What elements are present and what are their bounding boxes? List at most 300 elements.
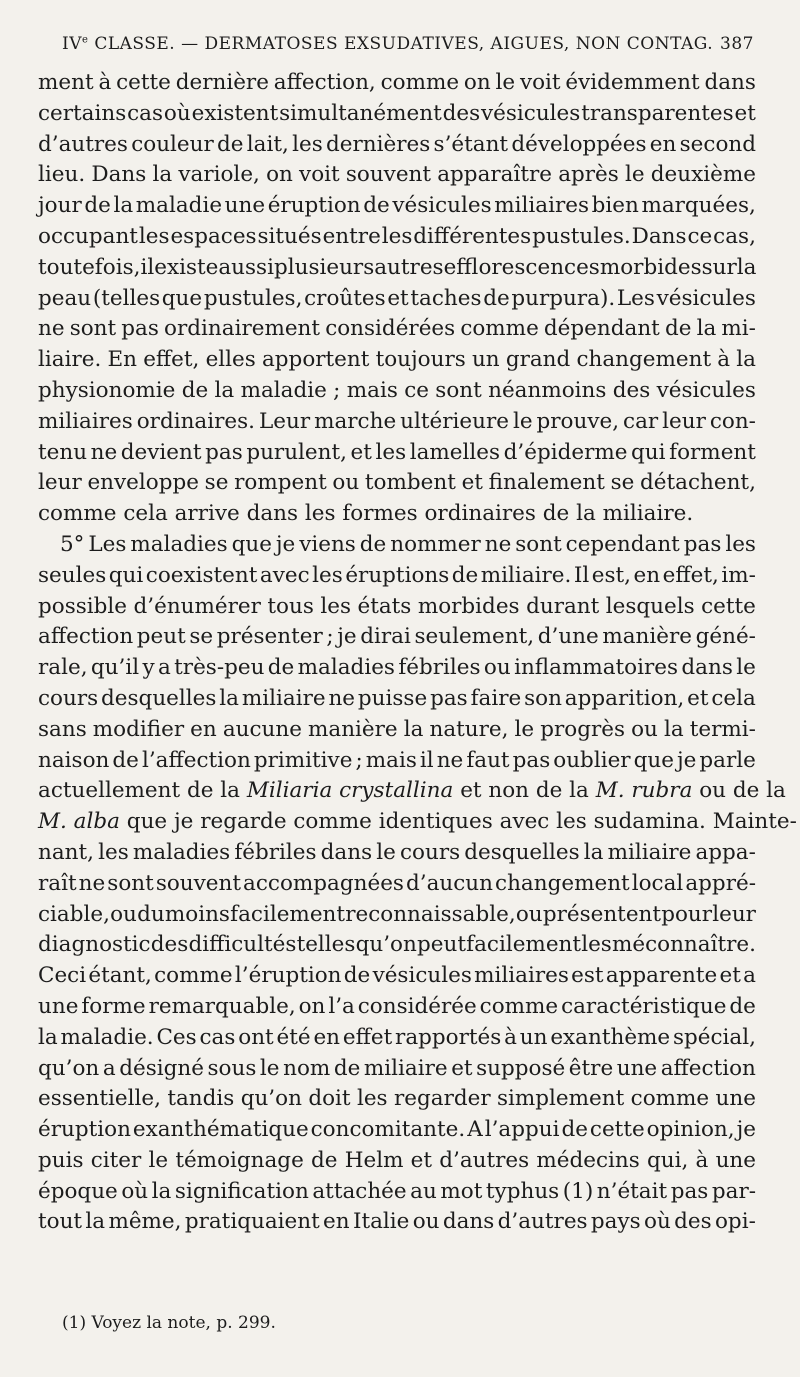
word: apportent [261,347,370,373]
word: dépendant [543,316,660,342]
word: le [148,1147,169,1173]
word: des [674,1209,712,1235]
word: en [313,1024,341,1050]
text-run: actuellement de la [38,778,247,804]
word: ou [412,1209,440,1235]
word: toutefois, [38,254,141,280]
word: manière [602,624,692,650]
word: de [267,655,295,681]
word: l’a [328,993,355,1019]
word: local [631,870,684,896]
word: variole, [178,162,260,188]
word: et [461,470,483,496]
word: mot [440,1178,483,1204]
word: a [743,963,756,989]
word: grand [505,347,571,373]
word: ou [483,655,511,681]
word: accompagnées [243,870,404,896]
word: les [381,223,413,249]
word: possible [38,593,128,619]
word: à [695,1147,709,1173]
running-header [62,34,754,54]
word: des [442,100,481,126]
word: je [736,1117,756,1143]
word: marche [314,408,397,434]
italic-term: Miliaria crystallina [246,778,454,804]
word: qu’on [240,1086,302,1112]
text-line [38,284,756,315]
word: par- [711,1178,756,1204]
word: le [259,1055,280,1081]
word: les [356,1086,388,1112]
word: présentent [542,901,662,927]
word: Dans [631,223,687,249]
word: pas [670,1178,709,1204]
word: oublier [553,747,631,773]
word: vésicules [392,193,492,219]
word: mais [346,377,398,403]
word: qui [631,439,666,465]
word: vésicules [481,100,581,126]
word: qui [108,562,144,588]
word: l’affection [141,747,251,773]
word: ce [404,377,429,403]
word: forment [669,439,756,465]
italic-term: M. rubra [595,778,693,804]
word: bien [591,193,639,219]
word: attachée [312,1178,407,1204]
word: manière [308,716,398,742]
word: telles [296,932,356,958]
word: (1) [562,1178,594,1204]
word: être [568,1055,614,1081]
word: effet, [662,562,719,588]
word: la [219,685,239,711]
word: cours [38,685,99,711]
word: d’aucun [406,870,493,896]
word: ne [38,316,65,342]
word: seules [38,562,107,588]
word: leur [662,408,706,434]
word: ou [631,716,658,742]
word: et [451,1055,473,1081]
word: liaire. [38,347,102,373]
text-line [38,653,756,684]
word: une [224,193,266,219]
word: toujours [375,347,466,373]
word: que [633,747,674,773]
text-line [38,992,756,1023]
word: pas [121,316,159,342]
word: progrès [540,716,626,742]
word: d’autres [439,1147,530,1173]
word: leur [38,470,82,496]
word: il [140,254,155,280]
text-line [38,1054,756,1085]
word: deuxième [650,162,756,188]
text-run: que je regarde comme identiques avec les sudamina. Mainte- [119,809,797,835]
text-line [38,961,756,992]
word: dernière [175,70,269,95]
text-line [38,222,756,253]
word: la [736,254,757,280]
word: supposé [476,1055,566,1081]
word: on [266,162,293,188]
word: ment [38,70,94,95]
word: mi- [721,316,756,342]
word: le [495,70,516,95]
word: tandis [167,1086,235,1112]
word: et [734,100,756,126]
word: peut [136,624,186,650]
word: une [715,1147,756,1173]
word: pratiquaient [184,1209,320,1235]
word: regarder [393,1086,491,1112]
word: néanmoins [488,377,607,403]
word: méconnaître. [611,932,756,958]
word: existent [191,100,279,126]
text-line [38,130,756,161]
word: pays [590,1209,641,1235]
word: du [137,901,165,927]
word: miliaire [241,685,326,711]
word: miliaire. [480,562,572,588]
word: spécial, [672,1024,756,1050]
text-line [38,900,756,931]
word: éruption [38,1117,131,1143]
word: pour [661,901,713,927]
word: en [323,1209,350,1235]
word: la [736,347,756,373]
word: nommer [390,531,481,557]
word: de [181,377,209,403]
header-class-sup: e [82,34,89,46]
word: tous [267,593,314,619]
text-line [38,253,756,284]
word: sans [38,716,87,742]
header-title [62,34,713,54]
text-line [38,592,756,623]
word: des [150,932,189,958]
word: situés [257,223,322,249]
word: 5° [60,531,85,557]
word: entre [322,223,381,249]
word: je [676,747,697,773]
word: Ceci [38,963,87,989]
text-line [38,1023,756,1054]
word: facilement [466,932,582,958]
word: miliaires [38,408,133,434]
word: souvent [155,870,241,896]
word: dans [681,655,733,681]
word: comme [479,993,559,1019]
word: se [189,624,214,650]
word: son [524,685,562,711]
word: qui, [647,1147,689,1173]
word: ne [484,531,512,557]
word: En [107,347,138,373]
word: nature, [429,716,509,742]
word: effet, [143,347,200,373]
word: de [311,1147,338,1173]
word: de [343,963,371,989]
word: exanthématique [132,1117,309,1143]
word: occupant [38,223,138,249]
word: voit [299,162,340,188]
word: cas, [713,223,756,249]
word: le [512,408,533,434]
word: maladie [240,377,327,403]
word: ne [90,439,118,465]
word: nom [283,1055,331,1081]
word: témoignage [175,1147,304,1173]
word: Leur [258,408,311,434]
word: existe [154,254,219,280]
word: développées [511,131,647,157]
word: parle [699,747,756,773]
word: maladies [132,839,231,865]
text-line [38,438,756,469]
word: typhus [485,1178,560,1204]
word: l’éruption [234,963,342,989]
word: considérées [325,316,456,342]
word: où [163,100,191,126]
word: rompent [234,470,327,496]
word: ou [332,470,360,496]
word: cas [127,100,164,126]
word: les [375,439,407,465]
word: la [214,377,235,403]
word: vésicules [656,377,756,403]
word: ou [515,901,543,927]
word: y [142,655,155,681]
word: dirai [360,624,411,650]
word: la [152,162,173,188]
text-line [38,715,756,746]
word: d’énumérer [133,593,261,619]
word: d’autres [497,1209,588,1235]
header-class-num: IV [62,34,82,54]
word: marquées, [641,193,756,219]
word: miliaires [494,193,589,219]
word: Dans [91,162,147,188]
word: qu’il [90,655,140,681]
word: lait, [246,131,289,157]
word: simplement [497,1086,625,1112]
word: ; [355,747,363,773]
word: dans [442,1209,495,1235]
word: remarquable, [148,993,296,1019]
word: devient [120,439,202,465]
word: une [38,993,79,1019]
word: en [649,131,677,157]
word: elles [205,347,256,373]
word: états [357,593,412,619]
word: ciable, [38,901,110,927]
word: ou [110,901,137,927]
word: tout [38,1209,83,1235]
word: les [320,593,351,619]
word: second [679,131,756,157]
word: durant [526,593,600,619]
word: simultanément [279,100,442,126]
text-line [38,99,756,130]
word: morbides [599,254,702,280]
word: a [157,655,171,681]
word: que [161,285,203,311]
word: des [612,377,651,403]
word: croûtes [304,285,386,311]
word: de [84,193,111,219]
text-line [38,407,756,438]
word: Ces [156,1024,197,1050]
word: de [112,747,139,773]
word: après [558,162,619,188]
word: la [85,1209,106,1235]
word: ordinairement [164,316,321,342]
word: leur [712,901,756,927]
text-line [38,1146,756,1177]
word: l’appui [484,1117,560,1143]
word: reconnaissable, [345,901,516,927]
word: finalement [488,470,605,496]
word: a [102,1055,116,1081]
text-line [38,376,756,407]
word: cette [589,1117,645,1143]
word: Il [573,562,590,588]
word: jour [38,193,82,219]
word: moins [164,901,230,927]
word: cas [199,1024,236,1050]
word: morbides [417,593,520,619]
word: de [729,993,756,1019]
word: faut [466,747,510,773]
word: considérée [357,993,477,1019]
word: même, [108,1209,182,1235]
text-line [38,345,756,376]
word: A [467,1117,483,1143]
word: desquelles [101,685,217,711]
word: avec [259,562,310,588]
word: voit [519,70,561,95]
word: modifier [92,716,185,742]
word: inflammatoires [514,655,679,681]
word: comme [380,70,460,95]
word: se [204,470,229,496]
word: viens [299,531,356,557]
word: changement [495,870,630,896]
word: évidemment [565,70,700,95]
word: de [333,1055,361,1081]
word: diagnostic [38,932,151,958]
word: opi- [714,1209,756,1235]
word: de [561,1117,588,1143]
word: géné- [695,624,756,650]
word: n’était [596,1178,668,1204]
word: sous [207,1055,257,1081]
word: citer [90,1147,142,1173]
word: affection [660,1055,756,1081]
word: dans [320,839,373,865]
word: les [581,932,612,958]
word: s’étant [433,131,509,157]
word: couleur [131,131,214,157]
word: et [387,285,409,311]
word: je [275,531,296,557]
word: Italie [352,1209,410,1235]
word: été [276,1024,311,1050]
word: affection, [273,70,376,95]
word: essentielle, [38,1086,161,1112]
word: maladie [135,193,223,219]
word: ne [436,747,464,773]
word: les [292,131,323,157]
word: changement [576,347,712,373]
footnote: (1) Voyez la note, p. 299. [62,1313,276,1333]
word: médecins [536,1147,640,1173]
word: pustules, [203,285,303,311]
word: ultérieure [400,408,509,434]
word: lamelles [409,439,501,465]
word: le [514,716,535,742]
word: purpura). [511,285,616,311]
word: miliaires [474,963,569,989]
word: est, [591,562,631,588]
word: peau [38,285,92,311]
word: à [717,347,731,373]
word: sont [107,870,154,896]
word: de [664,316,692,342]
word: de [217,131,244,157]
word: puisse [357,685,428,711]
word: désigné [119,1055,204,1081]
word: aussi [218,254,274,280]
word: car [623,408,659,434]
word: forme [81,993,146,1019]
word: effet [342,1024,393,1050]
text-line [38,1177,756,1208]
word: très-peu [174,655,265,681]
word: apparente [605,963,718,989]
word: pas [512,747,551,773]
word: un [471,347,500,373]
word: le [736,655,756,681]
word: pas [430,685,468,711]
word: de [483,285,510,311]
word: cette [116,70,171,95]
word: les [312,562,343,588]
text-line: comme cela arrive dans les formes ordinaires de la miliaire. [38,501,694,527]
word: physionomie [38,377,176,403]
word: les [725,531,756,557]
word: exanthème [550,1024,671,1050]
text-line [38,746,756,777]
word: dans [704,70,756,95]
word: au [410,1178,437,1204]
word: les [138,223,170,249]
word: autres [374,254,444,280]
text-line [38,1115,756,1146]
word: détachent, [640,470,756,496]
word: certains [38,100,127,126]
word: cependant [565,531,680,557]
word: lesquels [605,593,695,619]
word: mais [365,747,417,773]
word: ordinaires. [136,408,255,434]
word: Les [88,531,127,557]
word: Les [616,285,655,311]
word: transparentes [581,100,734,126]
